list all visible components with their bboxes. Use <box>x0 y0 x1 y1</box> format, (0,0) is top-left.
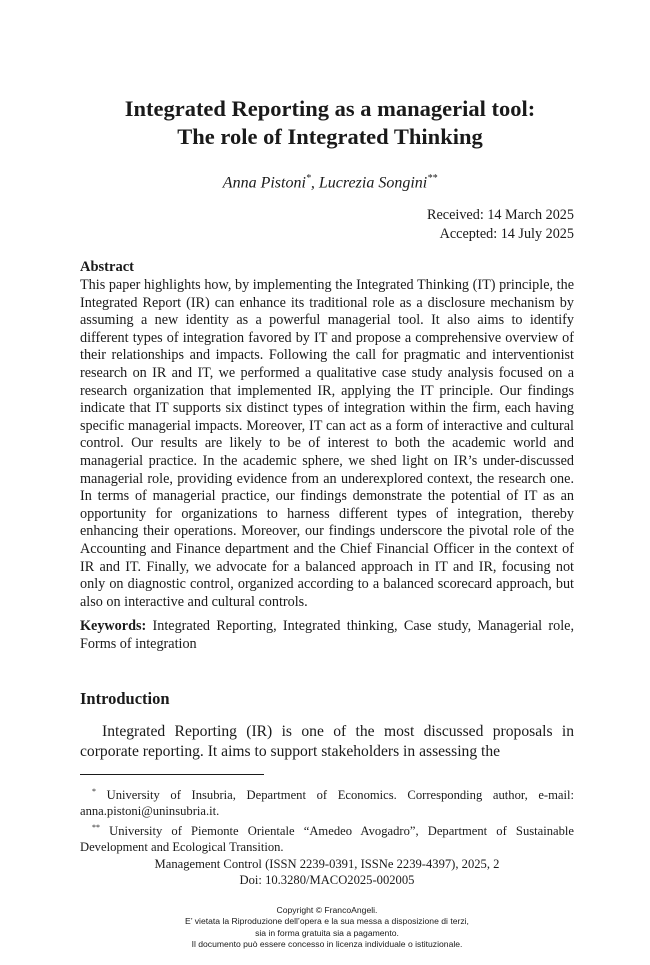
copyright-line-1: Copyright © FrancoAngeli. <box>276 905 378 915</box>
abstract-heading: Abstract <box>80 259 134 275</box>
author-2: Lucrezia Songini <box>318 174 428 192</box>
title-line-2: The role of Integrated Thinking <box>177 124 483 149</box>
introduction-heading: Introduction <box>80 689 170 708</box>
journal-info <box>80 856 574 888</box>
paper-title <box>60 95 600 151</box>
footnote-1-text: University of Insubria, Department of Economics. Corresponding author, e-mail: anna.pistoni@uninsubria.it. <box>80 788 574 818</box>
footnote-1 <box>80 784 574 820</box>
author-list <box>60 173 600 192</box>
footnote-1-mark: * <box>92 787 96 796</box>
copyright-line-4: Il documento può essere concesso in licenza individuale o istituzionale. <box>191 939 463 950</box>
keywords-label: Keywords: <box>80 618 147 634</box>
journal-citation: Management Control (ISSN 2239-0391, ISSNe 2239-4397), 2025, 2 <box>154 857 500 871</box>
keywords-section <box>80 618 574 653</box>
copyright-line-3: sia in forma gratuita sia a pagamento. <box>255 927 399 938</box>
footnotes <box>80 784 574 856</box>
introduction-text: Integrated Reporting (IR) is one of the most discussed proposals in corporate reporting. It aims to support stakeholders in assessing the <box>80 723 574 760</box>
footnote-2-mark: ** <box>92 822 100 832</box>
accepted-date: Accepted: 14 July 2025 <box>439 226 574 242</box>
received-date: Received: 14 March 2025 <box>427 207 574 223</box>
footnote-divider <box>80 774 264 775</box>
author-separator: , <box>310 174 319 192</box>
journal-doi: Doi: 10.3280/MACO2025-002005 <box>239 873 415 887</box>
submission-dates <box>427 206 574 244</box>
copyright-notice <box>80 905 574 951</box>
title-line-1: Integrated Reporting as a managerial tool: <box>124 96 536 121</box>
footnote-2 <box>80 820 574 856</box>
footnote-2-text: University of Piemonte Orientale “Amedeo Avogadro”, Department of Sustainable Development and Ecological Transition. <box>80 823 574 854</box>
author-2-footnote-mark: ** <box>427 173 438 184</box>
author-1-footnote-mark: * <box>305 173 311 184</box>
author-1: Anna Pistoni <box>222 174 306 192</box>
abstract-text: This paper highlights how, by implementing the Integrated Thinking (IT) principle, the Integrated Report (IR) can enhance its traditional role as a disclosure mechanism by assuming a new identity as a powerful managerial tool. It also aims to identify different types of integration favored by IT and propose a comprehensive overview of their relationships and impacts. Following the call for pragmatic and interventionist research on IR and IT, we performed a qualitative case study analysis focused on a research organization that implemented IR, applying the IT principle. Our findings indicate that IT supports six distinct types of integration within the firm, each having specific managerial impacts. Moreover, IT can act as a form of interactive and cultural control. Our results are likely to be of interest to both the academic world and managerial practice. In the academic sphere, we shed light on IR’s under-discussed managerial role, providing evidence from an underexplored context, the research one. In terms of managerial practice, our findings demonstrate the potential of IT as an opportunity for organizations to harness different types of integration, thereby enhancing their operations. Moreover, our findings underscore the pivotal role of the Accounting and Finance department and the Chief Financial Officer in the context of IR and IT. Finally, we advocate for a balanced approach in IT and IR, focusing not only on diagnostic control, organized according to a balanced scorecard approach, but also on interactive and cultural controls. <box>80 277 574 610</box>
keywords-text: Integrated Reporting, Integrated thinking, Case study, Managerial role, Forms of integration <box>80 618 574 652</box>
copyright-line-2: E’ vietata la Riproduzione dell’opera e la sua messa a disposizione di terzi, <box>185 916 469 927</box>
